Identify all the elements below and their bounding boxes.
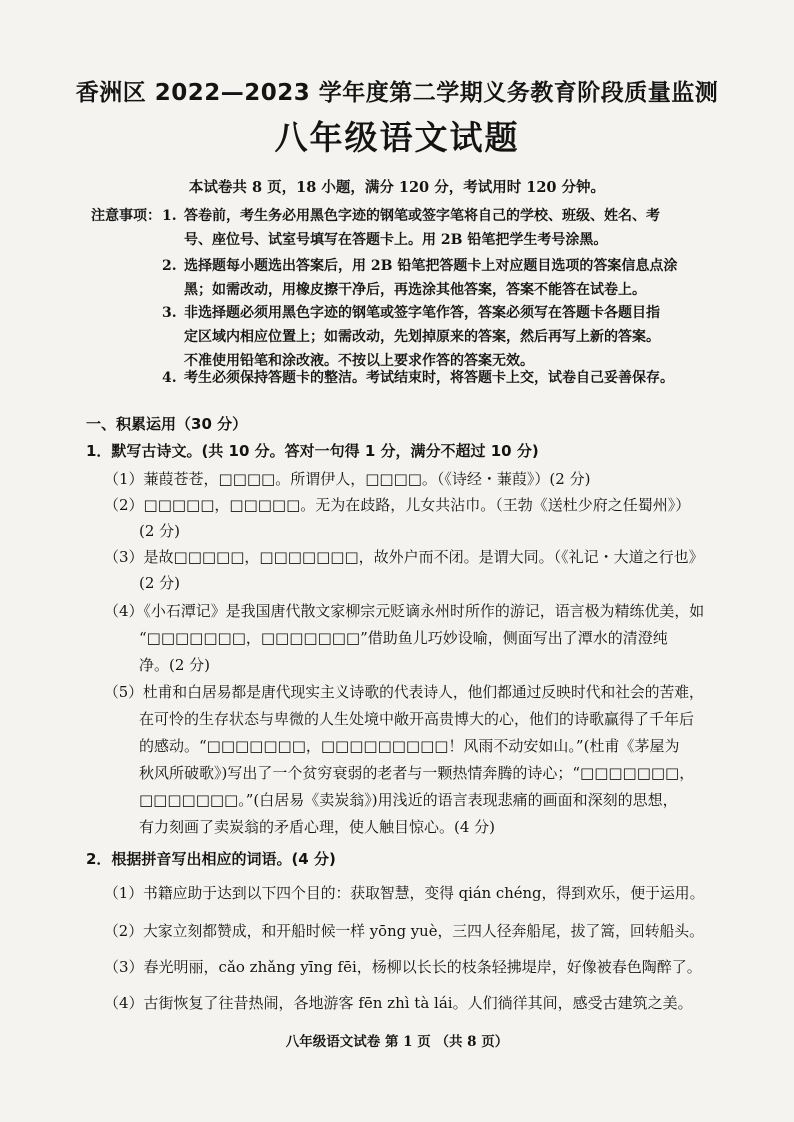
question-line: (2 分) xyxy=(139,522,181,540)
question-line: （4）古街恢复了往昔热闹，各地游客 fēn zhì tà lái。人们徜徉其间，感受古建筑之美。 xyxy=(104,994,693,1012)
note-line: 不准使用铅笔和涂改液。不按以上要求作答的答案无效。 xyxy=(184,353,534,369)
question-1-heading: 1．默写古诗文。(共 10 分。答对一句得 1 分，满分不超过 10 分) xyxy=(86,442,539,460)
subject-title: 八年级语文试题 xyxy=(274,118,520,157)
notes-label: 注意事项： xyxy=(91,208,161,224)
note-line: 选择题每小题选出答案后，用 2B 铅笔把答题卡上对应题目选项的答案信息点涂 xyxy=(184,258,678,274)
question-line: （5）杜甫和白居易都是唐代现实主义诗歌的代表诗人，他们都通过反映时代和社会的苦难， xyxy=(104,683,704,701)
exam-info: 本试卷共 8 页，18 小题，满分 120 分，考试用时 120 分钟。 xyxy=(188,179,606,196)
note-number: 3. xyxy=(162,305,177,321)
note-number: 1. xyxy=(162,208,177,224)
question-line: （4）《小石潭记》是我国唐代散文家柳宗元贬谪永州时所作的游记，语言极为精练优美，如 xyxy=(104,602,705,620)
question-line: （3）是故□□□□□，□□□□□□□，故外户而不闭。是谓大同。（《礼记・大道之行也》 xyxy=(104,548,704,566)
note-line: 考生必须保持答题卡的整洁。考试结束时，将答题卡上交，试卷自己妥善保存。 xyxy=(184,370,674,386)
question-2-heading: 2．根据拼音写出相应的词语。(4 分) xyxy=(86,850,336,868)
exam-title: 香洲区 2022—2023 学年度第二学期义务教育阶段质量监测 xyxy=(75,80,719,106)
note-line: 非选择题必须用黑色字迹的钢笔或签字笔作答，答案必须写在答题卡各题目指 xyxy=(184,305,660,321)
question-line: □□□□□□□。”(白居易《卖炭翁》)用浅近的语言表现悲痛的画面和深刻的思想， xyxy=(139,791,678,809)
question-line: 在可怜的生存状态与卑微的人生处境中敞开高贵博大的心，他们的诗歌赢得了千年后 xyxy=(139,710,695,728)
note-number: 2. xyxy=(162,258,177,274)
question-line: （1）书籍应助于达到以下四个目的：获取智慧，变得 qián chéng，得到欢乐，便于运用。 xyxy=(104,884,705,902)
question-line: 净。(2 分) xyxy=(139,656,211,674)
note-line: 号、座位号、试室号填写在答题卡上。用 2B 铅笔把学生考号涂黑。 xyxy=(184,232,608,248)
section-heading: 一、积累运用（30 分） xyxy=(86,415,248,433)
note-number: 4. xyxy=(162,370,177,386)
question-line: 有力刻画了卖炭翁的矛盾心理，使人触目惊心。(4 分) xyxy=(139,818,496,836)
question-line: 的感动。“□□□□□□□，□□□□□□□□□！风雨不动安如山。”(杜甫《茅屋为 xyxy=(139,737,680,755)
question-line: (2 分) xyxy=(139,574,181,592)
note-line: 答卷前，考生务必用黑色字迹的钢笔或签字笔将自己的学校、班级、姓名、考 xyxy=(184,208,660,224)
question-line: （1）蒹葭苍苍，□□□□。所谓伊人，□□□□。（《诗经・蒹葭》）(2 分) xyxy=(104,470,591,488)
question-line: “□□□□□□□，□□□□□□□”借助鱼儿巧妙设喻，侧面写出了潭水的清澄纯 xyxy=(139,629,668,647)
question-line: （3）春光明丽，cǎo zhǎng yīng fēi，杨柳以长长的枝条轻拂堤岸，好像被春色陶醉了。 xyxy=(104,958,702,976)
question-line: （2）□□□□□，□□□□□。无为在歧路，儿女共沾巾。（王勃《送杜少府之任蜀州》） xyxy=(104,496,691,514)
question-line: （2）大家立刻都赞成，和开船时候一样 yōng yuè，三四人径奔船尾，拔了篙，回转船头。 xyxy=(104,922,704,940)
question-line: 秋风所破歌》)写出了一个贫穷衰弱的老者与一颗热情奔腾的诗心；“□□□□□□□， xyxy=(139,764,695,782)
page-footer: 八年级语文试卷 第 1 页 （共 8 页） xyxy=(285,1034,509,1050)
note-line: 黑；如需改动，用橡皮擦干净后，再选涂其他答案，答案不能答在试卷上。 xyxy=(184,282,646,298)
note-line: 定区域内相应位置上；如需改动，先划掉原来的答案，然后再写上新的答案。 xyxy=(184,329,660,345)
